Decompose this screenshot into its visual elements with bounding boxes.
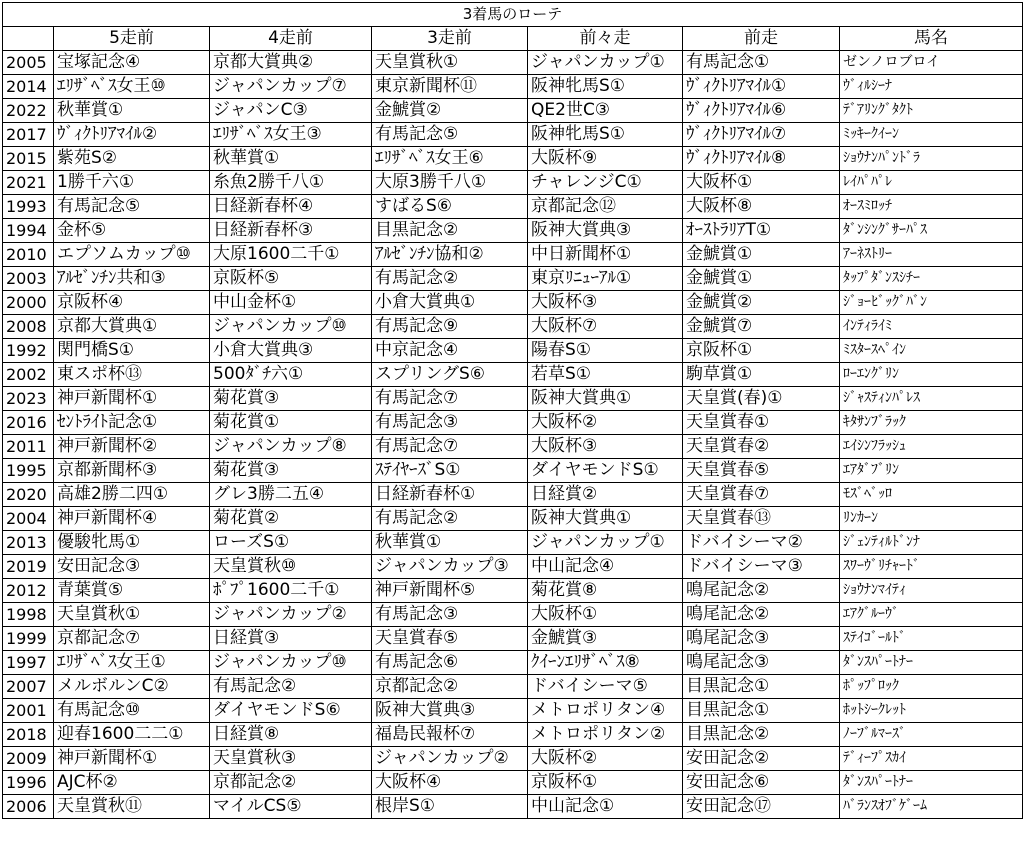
race-prev-cell: 金鯱賞⑦ — [683, 315, 840, 339]
race-3rd-prev-cell: 日経新春杯① — [372, 483, 528, 507]
table-row — [3, 651, 1023, 675]
race-3rd-prev-cell: 有馬記念⑨ — [372, 315, 528, 339]
race-3rd-prev-cell: 有馬記念③ — [372, 411, 528, 435]
race-prev-cell: 天皇賞春⑦ — [683, 483, 840, 507]
race-4th-prev-cell: ジャパンカップ⑦ — [210, 75, 372, 99]
race-4th-prev-cell: 日経新春杯④ — [210, 195, 372, 219]
year-cell: 2016 — [3, 411, 54, 435]
race-2nd-prev-cell: 大阪杯③ — [528, 291, 683, 315]
horse-name-cell: ｼﾞｬｽﾃｨﾝﾊﾟﾚｽ — [840, 387, 1023, 411]
race-5th-prev-cell: 宝塚記念④ — [54, 51, 210, 75]
race-5th-prev-cell: 京都新聞杯③ — [54, 459, 210, 483]
race-prev-cell: 目黒記念① — [683, 699, 840, 723]
race-2nd-prev-cell: 陽春S① — [528, 339, 683, 363]
race-prev-cell: 駒草賞① — [683, 363, 840, 387]
race-4th-prev-cell: 日経賞⑧ — [210, 723, 372, 747]
table-row — [3, 411, 1023, 435]
table-row — [3, 603, 1023, 627]
year-cell: 2013 — [3, 531, 54, 555]
race-5th-prev-cell: 金杯⑤ — [54, 219, 210, 243]
race-3rd-prev-cell: 有馬記念⑦ — [372, 387, 528, 411]
table-row — [3, 123, 1023, 147]
race-5th-prev-cell: 関門橋S① — [54, 339, 210, 363]
horse-name-cell: ﾀｯﾌﾟﾀﾞﾝｽｼﾁｰ — [840, 267, 1023, 291]
race-5th-prev-cell: 天皇賞秋⑪ — [54, 795, 210, 819]
race-2nd-prev-cell: 大阪杯② — [528, 747, 683, 771]
horse-name-cell: ﾉｰﾌﾞﾙﾏｰｽﾞ — [840, 723, 1023, 747]
horse-name-cell: ゼンノロブロイ — [840, 51, 1023, 75]
table-row — [3, 723, 1023, 747]
race-prev-cell: 安田記念⑰ — [683, 795, 840, 819]
race-prev-cell: 天皇賞春① — [683, 411, 840, 435]
race-prev-cell: 安田記念② — [683, 747, 840, 771]
race-4th-prev-cell: 菊花賞① — [210, 411, 372, 435]
race-4th-prev-cell: 京都記念② — [210, 771, 372, 795]
race-2nd-prev-cell: QE2世C③ — [528, 99, 683, 123]
table-row — [3, 195, 1023, 219]
race-prev-cell: 鳴尾記念③ — [683, 651, 840, 675]
race-2nd-prev-cell: ｸｲｰﾝｴﾘｻﾞﾍﾞｽ⑧ — [528, 651, 683, 675]
race-3rd-prev-cell: 大原3勝千八① — [372, 171, 528, 195]
race-prev-cell: 金鯱賞① — [683, 267, 840, 291]
horse-name-cell: ﾀﾞﾝｼﾝｸﾞｻｰﾊﾟｽ — [840, 219, 1023, 243]
year-cell: 2008 — [3, 315, 54, 339]
race-3rd-prev-cell: 天皇賞春⑤ — [372, 627, 528, 651]
horse-name-cell: ｼﾞｮｰﾋﾞｯｸﾞﾊﾞﾝ — [840, 291, 1023, 315]
race-2nd-prev-cell: ドバイシーマ⑤ — [528, 675, 683, 699]
horse-name-cell: ﾃﾞｱﾘﾝｸﾞﾀｸﾄ — [840, 99, 1023, 123]
year-cell: 1993 — [3, 195, 54, 219]
race-3rd-prev-cell: 阪神大賞典③ — [372, 699, 528, 723]
race-2nd-prev-cell: 大阪杯① — [528, 603, 683, 627]
header-3rd-prev: 3走前 — [372, 27, 528, 51]
horse-name-cell: ｱｰﾈｽﾄﾘｰ — [840, 243, 1023, 267]
race-3rd-prev-cell: ジャパンカップ③ — [372, 555, 528, 579]
race-prev-cell: 天皇賞(春)① — [683, 387, 840, 411]
race-prev-cell: 金鯱賞① — [683, 243, 840, 267]
table-row — [3, 483, 1023, 507]
race-2nd-prev-cell: 日経賞② — [528, 483, 683, 507]
race-2nd-prev-cell: 阪神大賞典① — [528, 507, 683, 531]
race-3rd-prev-cell: ｽﾃｲﾔｰｽﾞS① — [372, 459, 528, 483]
horse-name-cell: ﾃﾞｨｰﾌﾟｽｶｲ — [840, 747, 1023, 771]
race-4th-prev-cell: ジャパンカップ⑩ — [210, 315, 372, 339]
race-2nd-prev-cell: 阪神牝馬S① — [528, 75, 683, 99]
race-prev-cell: ｵｰｽﾄﾗﾘｱT① — [683, 219, 840, 243]
race-5th-prev-cell: ｴﾘｻﾞﾍﾞｽ女王⑩ — [54, 75, 210, 99]
race-4th-prev-cell: ジャパンカップ② — [210, 603, 372, 627]
year-cell: 2002 — [3, 363, 54, 387]
table-row — [3, 339, 1023, 363]
race-4th-prev-cell: 秋華賞① — [210, 147, 372, 171]
race-5th-prev-cell: ｴﾘｻﾞﾍﾞｽ女王① — [54, 651, 210, 675]
race-5th-prev-cell: ｱﾙｾﾞﾝﾁﾝ共和③ — [54, 267, 210, 291]
horse-name-cell: ﾊﾞﾗﾝｽｵﾌﾞｹﾞｰﾑ — [840, 795, 1023, 819]
year-cell: 2010 — [3, 243, 54, 267]
race-3rd-prev-cell: 中京記念④ — [372, 339, 528, 363]
year-cell: 2007 — [3, 675, 54, 699]
race-2nd-prev-cell: 京都記念⑫ — [528, 195, 683, 219]
horse-name-cell: ﾀﾞﾝｽﾊﾟｰﾄﾅｰ — [840, 651, 1023, 675]
race-4th-prev-cell: 天皇賞秋③ — [210, 747, 372, 771]
race-2nd-prev-cell: 中日新聞杯① — [528, 243, 683, 267]
race-2nd-prev-cell: 大阪杯③ — [528, 435, 683, 459]
race-4th-prev-cell: ローズS① — [210, 531, 372, 555]
horse-name-cell: ﾚｲﾊﾟﾊﾟﾚ — [840, 171, 1023, 195]
race-4th-prev-cell: 天皇賞秋⑩ — [210, 555, 372, 579]
race-prev-cell: 天皇賞春② — [683, 435, 840, 459]
year-cell: 2000 — [3, 291, 54, 315]
year-cell: 1997 — [3, 651, 54, 675]
table-row — [3, 171, 1023, 195]
race-3rd-prev-cell: スプリングS⑥ — [372, 363, 528, 387]
race-3rd-prev-cell: ｱﾙｾﾞﾝﾁﾝ協和② — [372, 243, 528, 267]
year-cell: 2009 — [3, 747, 54, 771]
race-2nd-prev-cell: チャレンジC① — [528, 171, 683, 195]
horse-name-cell: ｴｱﾀﾞﾌﾞﾘﾝ — [840, 459, 1023, 483]
race-prev-cell: 鳴尾記念② — [683, 579, 840, 603]
table-row — [3, 147, 1023, 171]
horse-name-cell: ﾐｯｷｰｸｲｰﾝ — [840, 123, 1023, 147]
horse-name-cell: ﾀﾞﾝｽﾊﾟｰﾄﾅｰ — [840, 771, 1023, 795]
header-prev: 前走 — [683, 27, 840, 51]
table-row — [3, 675, 1023, 699]
race-3rd-prev-cell: 目黒記念② — [372, 219, 528, 243]
race-4th-prev-cell: 500ﾀﾞﾁ六① — [210, 363, 372, 387]
race-4th-prev-cell: 京都大賞典② — [210, 51, 372, 75]
race-5th-prev-cell: 紫苑S② — [54, 147, 210, 171]
horse-name-cell: ﾛｰｴﾝｸﾞﾘﾝ — [840, 363, 1023, 387]
race-prev-cell: ｳﾞｨｸﾄﾘｱﾏｲﾙ⑧ — [683, 147, 840, 171]
race-2nd-prev-cell: 菊花賞⑧ — [528, 579, 683, 603]
race-prev-cell: 大阪杯① — [683, 171, 840, 195]
table-row — [3, 435, 1023, 459]
table-row — [3, 363, 1023, 387]
year-cell: 1996 — [3, 771, 54, 795]
race-5th-prev-cell: 迎春1600二二① — [54, 723, 210, 747]
race-3rd-prev-cell: 神戸新聞杯⑤ — [372, 579, 528, 603]
horse-name-cell: ﾎﾟｯﾌﾟﾛｯｸ — [840, 675, 1023, 699]
race-3rd-prev-cell: 天皇賞秋① — [372, 51, 528, 75]
race-2nd-prev-cell: 若草S① — [528, 363, 683, 387]
race-3rd-prev-cell: 有馬記念② — [372, 267, 528, 291]
table-row — [3, 51, 1023, 75]
race-prev-cell: ドバイシーマ③ — [683, 555, 840, 579]
race-prev-cell: 金鯱賞② — [683, 291, 840, 315]
table-row — [3, 555, 1023, 579]
horse-name-cell: ｲﾝﾃｨﾗｲﾐ — [840, 315, 1023, 339]
race-4th-prev-cell: ジャパンカップ⑩ — [210, 651, 372, 675]
race-3rd-prev-cell: 有馬記念② — [372, 507, 528, 531]
race-2nd-prev-cell: 阪神大賞典③ — [528, 219, 683, 243]
race-4th-prev-cell: マイルCS⑤ — [210, 795, 372, 819]
horse-name-cell: ｴｱｸﾞﾙｰｳﾞ — [840, 603, 1023, 627]
table-row — [3, 267, 1023, 291]
year-cell: 2005 — [3, 51, 54, 75]
race-5th-prev-cell: 秋華賞① — [54, 99, 210, 123]
header-2nd-prev: 前々走 — [528, 27, 683, 51]
race-prev-cell: 大阪杯⑧ — [683, 195, 840, 219]
horse-name-cell: ﾐｽﾀｰｽﾍﾟｲﾝ — [840, 339, 1023, 363]
horse-name-cell: ｼｮｳﾅﾝﾊﾟﾝﾄﾞﾗ — [840, 147, 1023, 171]
race-5th-prev-cell: 天皇賞秋① — [54, 603, 210, 627]
table-body — [3, 51, 1023, 819]
year-cell: 1998 — [3, 603, 54, 627]
race-prev-cell: 天皇賞春⑤ — [683, 459, 840, 483]
race-3rd-prev-cell: 大阪杯④ — [372, 771, 528, 795]
race-4th-prev-cell: 日経賞③ — [210, 627, 372, 651]
race-4th-prev-cell: 菊花賞③ — [210, 459, 372, 483]
year-cell: 2020 — [3, 483, 54, 507]
horse-name-cell: ﾓｽﾞﾍﾞｯﾛ — [840, 483, 1023, 507]
race-3rd-prev-cell: 小倉大賞典① — [372, 291, 528, 315]
race-prev-cell: 京阪杯① — [683, 339, 840, 363]
race-5th-prev-cell: 有馬記念⑤ — [54, 195, 210, 219]
race-4th-prev-cell: 糸魚2勝千八① — [210, 171, 372, 195]
race-prev-cell: ｳﾞｨｸﾄﾘｱﾏｲﾙ⑥ — [683, 99, 840, 123]
race-5th-prev-cell: 神戸新聞杯① — [54, 747, 210, 771]
horse-name-cell: ｳﾞｨﾙｼｰﾅ — [840, 75, 1023, 99]
year-cell: 2021 — [3, 171, 54, 195]
horse-name-cell: ｼｮｳﾅﾝﾏｲﾃｨ — [840, 579, 1023, 603]
race-prev-cell: 鳴尾記念③ — [683, 627, 840, 651]
race-4th-prev-cell: 菊花賞② — [210, 507, 372, 531]
race-5th-prev-cell: 安田記念③ — [54, 555, 210, 579]
race-2nd-prev-cell: ジャパンカップ① — [528, 531, 683, 555]
race-4th-prev-cell: 京阪杯⑤ — [210, 267, 372, 291]
year-cell: 2003 — [3, 267, 54, 291]
table-row — [3, 291, 1023, 315]
horse-name-cell: ｷﾀｻﾝﾌﾞﾗｯｸ — [840, 411, 1023, 435]
year-cell: 2017 — [3, 123, 54, 147]
race-2nd-prev-cell: 京阪杯① — [528, 771, 683, 795]
horse-name-cell: ﾘﾝｶｰﾝ — [840, 507, 1023, 531]
race-2nd-prev-cell: 大阪杯⑨ — [528, 147, 683, 171]
table-title: 3着馬のローテ — [3, 3, 1023, 27]
table-row — [3, 387, 1023, 411]
year-cell: 1995 — [3, 459, 54, 483]
race-2nd-prev-cell: 阪神牝馬S① — [528, 123, 683, 147]
horse-name-cell: ｵｰｽﾐﾛｯﾁ — [840, 195, 1023, 219]
race-4th-prev-cell: 小倉大賞典③ — [210, 339, 372, 363]
horse-name-cell: ｽﾜｰｳﾞﾘﾁｬｰﾄﾞ — [840, 555, 1023, 579]
header-4th-prev: 4走前 — [210, 27, 372, 51]
table-row — [3, 459, 1023, 483]
race-5th-prev-cell: 京都記念⑦ — [54, 627, 210, 651]
table-row — [3, 243, 1023, 267]
year-cell: 2014 — [3, 75, 54, 99]
race-2nd-prev-cell: ジャパンカップ① — [528, 51, 683, 75]
table-row — [3, 579, 1023, 603]
header-5th-prev: 5走前 — [54, 27, 210, 51]
race-4th-prev-cell: 菊花賞③ — [210, 387, 372, 411]
race-5th-prev-cell: ｾﾝﾄﾗｲﾄ記念① — [54, 411, 210, 435]
race-4th-prev-cell: 大原1600二千① — [210, 243, 372, 267]
race-2nd-prev-cell: 中山記念① — [528, 795, 683, 819]
race-4th-prev-cell: 中山金杯① — [210, 291, 372, 315]
rotation-table — [2, 2, 1023, 819]
year-cell: 2006 — [3, 795, 54, 819]
race-3rd-prev-cell: 有馬記念⑤ — [372, 123, 528, 147]
race-2nd-prev-cell: 金鯱賞③ — [528, 627, 683, 651]
race-2nd-prev-cell: 阪神大賞典① — [528, 387, 683, 411]
year-cell: 2011 — [3, 435, 54, 459]
race-3rd-prev-cell: すばるS⑥ — [372, 195, 528, 219]
year-cell: 1992 — [3, 339, 54, 363]
race-prev-cell: 天皇賞春⑬ — [683, 507, 840, 531]
header-row — [3, 27, 1023, 51]
year-cell: 2012 — [3, 579, 54, 603]
table-row — [3, 507, 1023, 531]
race-5th-prev-cell: ｳﾞｨｸﾄﾘｱﾏｲﾙ② — [54, 123, 210, 147]
table-row — [3, 747, 1023, 771]
race-5th-prev-cell: 高雄2勝二四① — [54, 483, 210, 507]
race-3rd-prev-cell: ｴﾘｻﾞﾍﾞｽ女王⑥ — [372, 147, 528, 171]
race-5th-prev-cell: 優駿牝馬① — [54, 531, 210, 555]
race-3rd-prev-cell: 東京新聞杯⑪ — [372, 75, 528, 99]
race-3rd-prev-cell: 根岸S① — [372, 795, 528, 819]
race-5th-prev-cell: 青葉賞⑤ — [54, 579, 210, 603]
year-cell: 2023 — [3, 387, 54, 411]
table-row — [3, 219, 1023, 243]
table-row — [3, 315, 1023, 339]
race-4th-prev-cell: 日経新春杯③ — [210, 219, 372, 243]
race-5th-prev-cell: 1勝千六① — [54, 171, 210, 195]
table-row — [3, 699, 1023, 723]
table-row — [3, 99, 1023, 123]
year-cell: 2018 — [3, 723, 54, 747]
race-prev-cell: 有馬記念① — [683, 51, 840, 75]
race-3rd-prev-cell: 有馬記念③ — [372, 603, 528, 627]
year-cell: 2015 — [3, 147, 54, 171]
year-cell: 2022 — [3, 99, 54, 123]
race-3rd-prev-cell: 有馬記念⑦ — [372, 435, 528, 459]
horse-name-cell: ｴｲｼﾝﾌﾗｯｼｭ — [840, 435, 1023, 459]
horse-name-cell: ﾎｯﾄｼｰｸﾚｯﾄ — [840, 699, 1023, 723]
race-2nd-prev-cell: 大阪杯② — [528, 411, 683, 435]
race-2nd-prev-cell: 大阪杯⑦ — [528, 315, 683, 339]
race-5th-prev-cell: エプソムカップ⑩ — [54, 243, 210, 267]
race-2nd-prev-cell: メトロポリタン② — [528, 723, 683, 747]
race-5th-prev-cell: 神戸新聞杯① — [54, 387, 210, 411]
race-5th-prev-cell: 東スポ杯⑬ — [54, 363, 210, 387]
race-5th-prev-cell: メルボルンC② — [54, 675, 210, 699]
horse-name-cell: ｼﾞｪﾝﾃｨﾙﾄﾞﾝﾅ — [840, 531, 1023, 555]
race-2nd-prev-cell: 東京ﾘﾆｭｰｱﾙ① — [528, 267, 683, 291]
race-4th-prev-cell: 有馬記念② — [210, 675, 372, 699]
race-3rd-prev-cell: 有馬記念⑥ — [372, 651, 528, 675]
race-4th-prev-cell: ジャパンC③ — [210, 99, 372, 123]
table-row — [3, 795, 1023, 819]
race-5th-prev-cell: 有馬記念⑩ — [54, 699, 210, 723]
year-cell: 2004 — [3, 507, 54, 531]
race-prev-cell: ドバイシーマ② — [683, 531, 840, 555]
race-5th-prev-cell: 神戸新聞杯② — [54, 435, 210, 459]
race-3rd-prev-cell: 福島民報杯⑦ — [372, 723, 528, 747]
race-prev-cell: ｳﾞｨｸﾄﾘｱﾏｲﾙ① — [683, 75, 840, 99]
year-cell: 1994 — [3, 219, 54, 243]
race-4th-prev-cell: ジャパンカップ⑧ — [210, 435, 372, 459]
race-4th-prev-cell: ダイヤモンドS⑥ — [210, 699, 372, 723]
race-prev-cell: ｳﾞｨｸﾄﾘｱﾏｲﾙ⑦ — [683, 123, 840, 147]
year-cell: 2001 — [3, 699, 54, 723]
race-prev-cell: 目黒記念① — [683, 675, 840, 699]
table-row — [3, 75, 1023, 99]
race-prev-cell: 目黒記念② — [683, 723, 840, 747]
race-3rd-prev-cell: ジャパンカップ② — [372, 747, 528, 771]
year-cell: 2019 — [3, 555, 54, 579]
header-horse-name: 馬名 — [840, 27, 1023, 51]
race-3rd-prev-cell: 金鯱賞② — [372, 99, 528, 123]
horse-name-cell: ｽﾃｲｺﾞｰﾙﾄﾞ — [840, 627, 1023, 651]
race-prev-cell: 鳴尾記念② — [683, 603, 840, 627]
race-3rd-prev-cell: 京都記念② — [372, 675, 528, 699]
race-2nd-prev-cell: ダイヤモンドS① — [528, 459, 683, 483]
header-year — [3, 27, 54, 51]
race-4th-prev-cell: グレ3勝二五④ — [210, 483, 372, 507]
race-5th-prev-cell: 神戸新聞杯④ — [54, 507, 210, 531]
race-3rd-prev-cell: 秋華賞① — [372, 531, 528, 555]
race-5th-prev-cell: AJC杯② — [54, 771, 210, 795]
race-4th-prev-cell: ﾎﾟﾌﾟ1600二千① — [210, 579, 372, 603]
race-2nd-prev-cell: メトロポリタン④ — [528, 699, 683, 723]
race-5th-prev-cell: 京都大賞典① — [54, 315, 210, 339]
race-2nd-prev-cell: 中山記念④ — [528, 555, 683, 579]
race-prev-cell: 安田記念⑥ — [683, 771, 840, 795]
year-cell: 1999 — [3, 627, 54, 651]
race-5th-prev-cell: 京阪杯④ — [54, 291, 210, 315]
race-4th-prev-cell: ｴﾘｻﾞﾍﾞｽ女王③ — [210, 123, 372, 147]
table-row — [3, 531, 1023, 555]
table-row — [3, 771, 1023, 795]
table-row — [3, 627, 1023, 651]
